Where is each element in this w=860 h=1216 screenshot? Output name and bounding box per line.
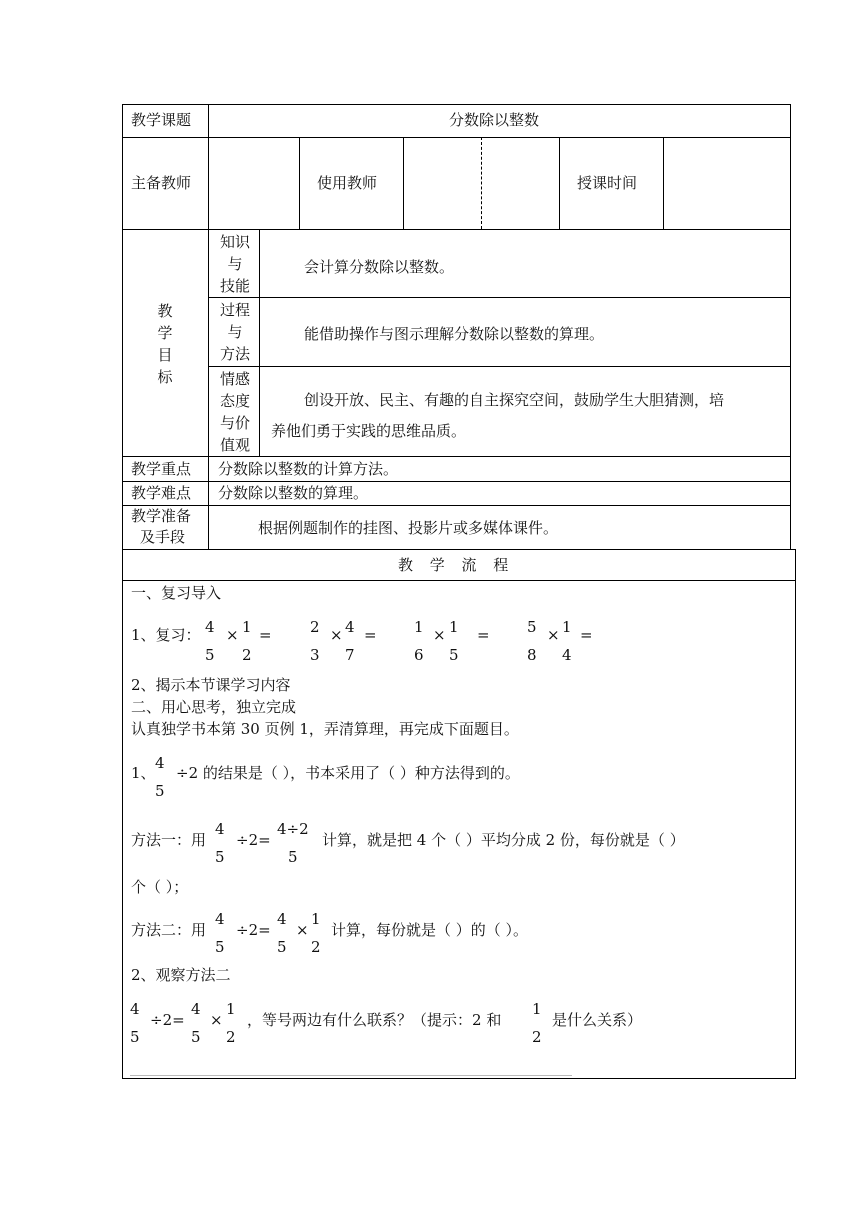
prep-label-1: 教学准备 (131, 507, 192, 525)
section-2-heading: 二、用心思考，独立完成 (131, 698, 297, 716)
review-4-equals: = (580, 626, 593, 644)
goal-emotion-label: 情感 态度 与价 值观 (219, 370, 250, 454)
review-2-frac-b: 4 7 (345, 618, 355, 664)
review-3-frac-b: 1 5 (449, 618, 459, 664)
q2-fraction-c: 1 2 (226, 1000, 236, 1046)
goal-knowledge-label: 知识 与 技能 (219, 233, 250, 295)
q1-text: ÷2 的结果是（ ），书本采用了（ ）种方法得到的。 (176, 764, 520, 782)
section-1-heading: 一、复习导入 (131, 584, 222, 602)
review-4-times: × (547, 626, 560, 644)
method-2-div: ÷2= (236, 921, 271, 939)
goal-knowledge-text: 会计算分数除以整数。 (304, 258, 455, 276)
q2-fraction-a: 4 5 (130, 1000, 140, 1046)
difficulty-label: 教学难点 (131, 484, 192, 502)
key-point-text: 分数除以整数的计算方法。 (218, 460, 399, 478)
q2-times: × (210, 1011, 223, 1029)
class-time-label: 授课时间 (577, 174, 638, 192)
review-1-times: × (226, 626, 239, 644)
method-2-fraction-c: 1 2 (311, 910, 321, 956)
use-teacher-label: 使用教师 (317, 174, 378, 192)
method-2-fraction-a: 4 5 (215, 910, 225, 956)
difficulty-text: 分数除以整数的算理。 (218, 484, 369, 502)
q2-text: ，等号两边有什么联系？（提示：2 和 (247, 1011, 502, 1029)
method-1-text: 计算，就是把 4 个（ ）平均分成 2 份，每份就是（ ） (322, 831, 685, 849)
q1-fraction: 4 5 (155, 754, 165, 800)
q2-text-end: 是什么关系） (552, 1011, 643, 1029)
q2-fraction-d: 1 2 (532, 1000, 542, 1046)
q2-div: ÷2= (150, 1011, 185, 1029)
review-3-times: × (433, 626, 446, 644)
main-teacher-label: 主备教师 (131, 174, 192, 192)
method-2-text: 计算，每份就是（ ）的（ ）。 (331, 921, 529, 939)
goal-process-text: 能借助操作与图示理解分数除以整数的算理。 (304, 325, 605, 343)
method-2-prefix: 方法二：用 (131, 921, 207, 939)
method-1-text-2: 个（ ）； (131, 878, 189, 896)
method-1-prefix: 方法一：用 (131, 831, 207, 849)
instruction-text: 认真独学书本第 30 页例 1，弄清算理，再完成下面题目。 (131, 720, 519, 738)
goal-emotion-text-2: 养他们勇于实践的思维品质。 (271, 422, 467, 440)
prep-label-2: 及手段 (140, 528, 186, 546)
reveal-text: 2、揭示本节课学习内容 (131, 676, 291, 694)
method-2-fraction-b: 4 5 (277, 910, 287, 956)
review-2-frac-a: 2 3 (310, 618, 320, 664)
key-point-label: 教学重点 (131, 460, 192, 478)
process-title: 教 学 流 程 (398, 556, 509, 574)
q1-prefix: 1、 (131, 764, 156, 782)
review-3-equals: = (477, 626, 490, 644)
review-4-frac-a: 5 8 (527, 618, 537, 664)
method-2-times: × (296, 921, 309, 939)
review-4-frac-b: 1 4 (562, 618, 572, 664)
prep-text: 根据例题制作的挂图、投影片或多媒体课件。 (258, 519, 559, 537)
q2-heading: 2、观察方法二 (131, 966, 231, 984)
review-1-frac-b: 1 2 (242, 618, 252, 664)
review-prefix: 1、复习： (131, 626, 201, 644)
review-1-equals: = (259, 626, 272, 644)
review-2-times: × (330, 626, 343, 644)
topic-value: 分数除以整数 (449, 111, 540, 129)
method-1-fraction: 4 5 (215, 820, 225, 866)
topic-label: 教学课题 (131, 111, 192, 129)
review-1-frac-a: 4 5 (205, 618, 215, 664)
goals-label: 教 学 目 标 (157, 302, 173, 386)
goal-process-label: 过程 与 方法 (219, 301, 250, 363)
goal-emotion-text-1: 创设开放、民主、有趣的自主探究空间，鼓励学生大胆猜测，培 (304, 391, 725, 409)
review-3-frac-a: 1 6 (414, 618, 424, 664)
method-1-big-fraction: 4÷2 5 (277, 820, 309, 866)
review-2-equals: = (364, 626, 377, 644)
method-1-div: ÷2= (236, 831, 271, 849)
q2-fraction-b: 4 5 (191, 1000, 201, 1046)
